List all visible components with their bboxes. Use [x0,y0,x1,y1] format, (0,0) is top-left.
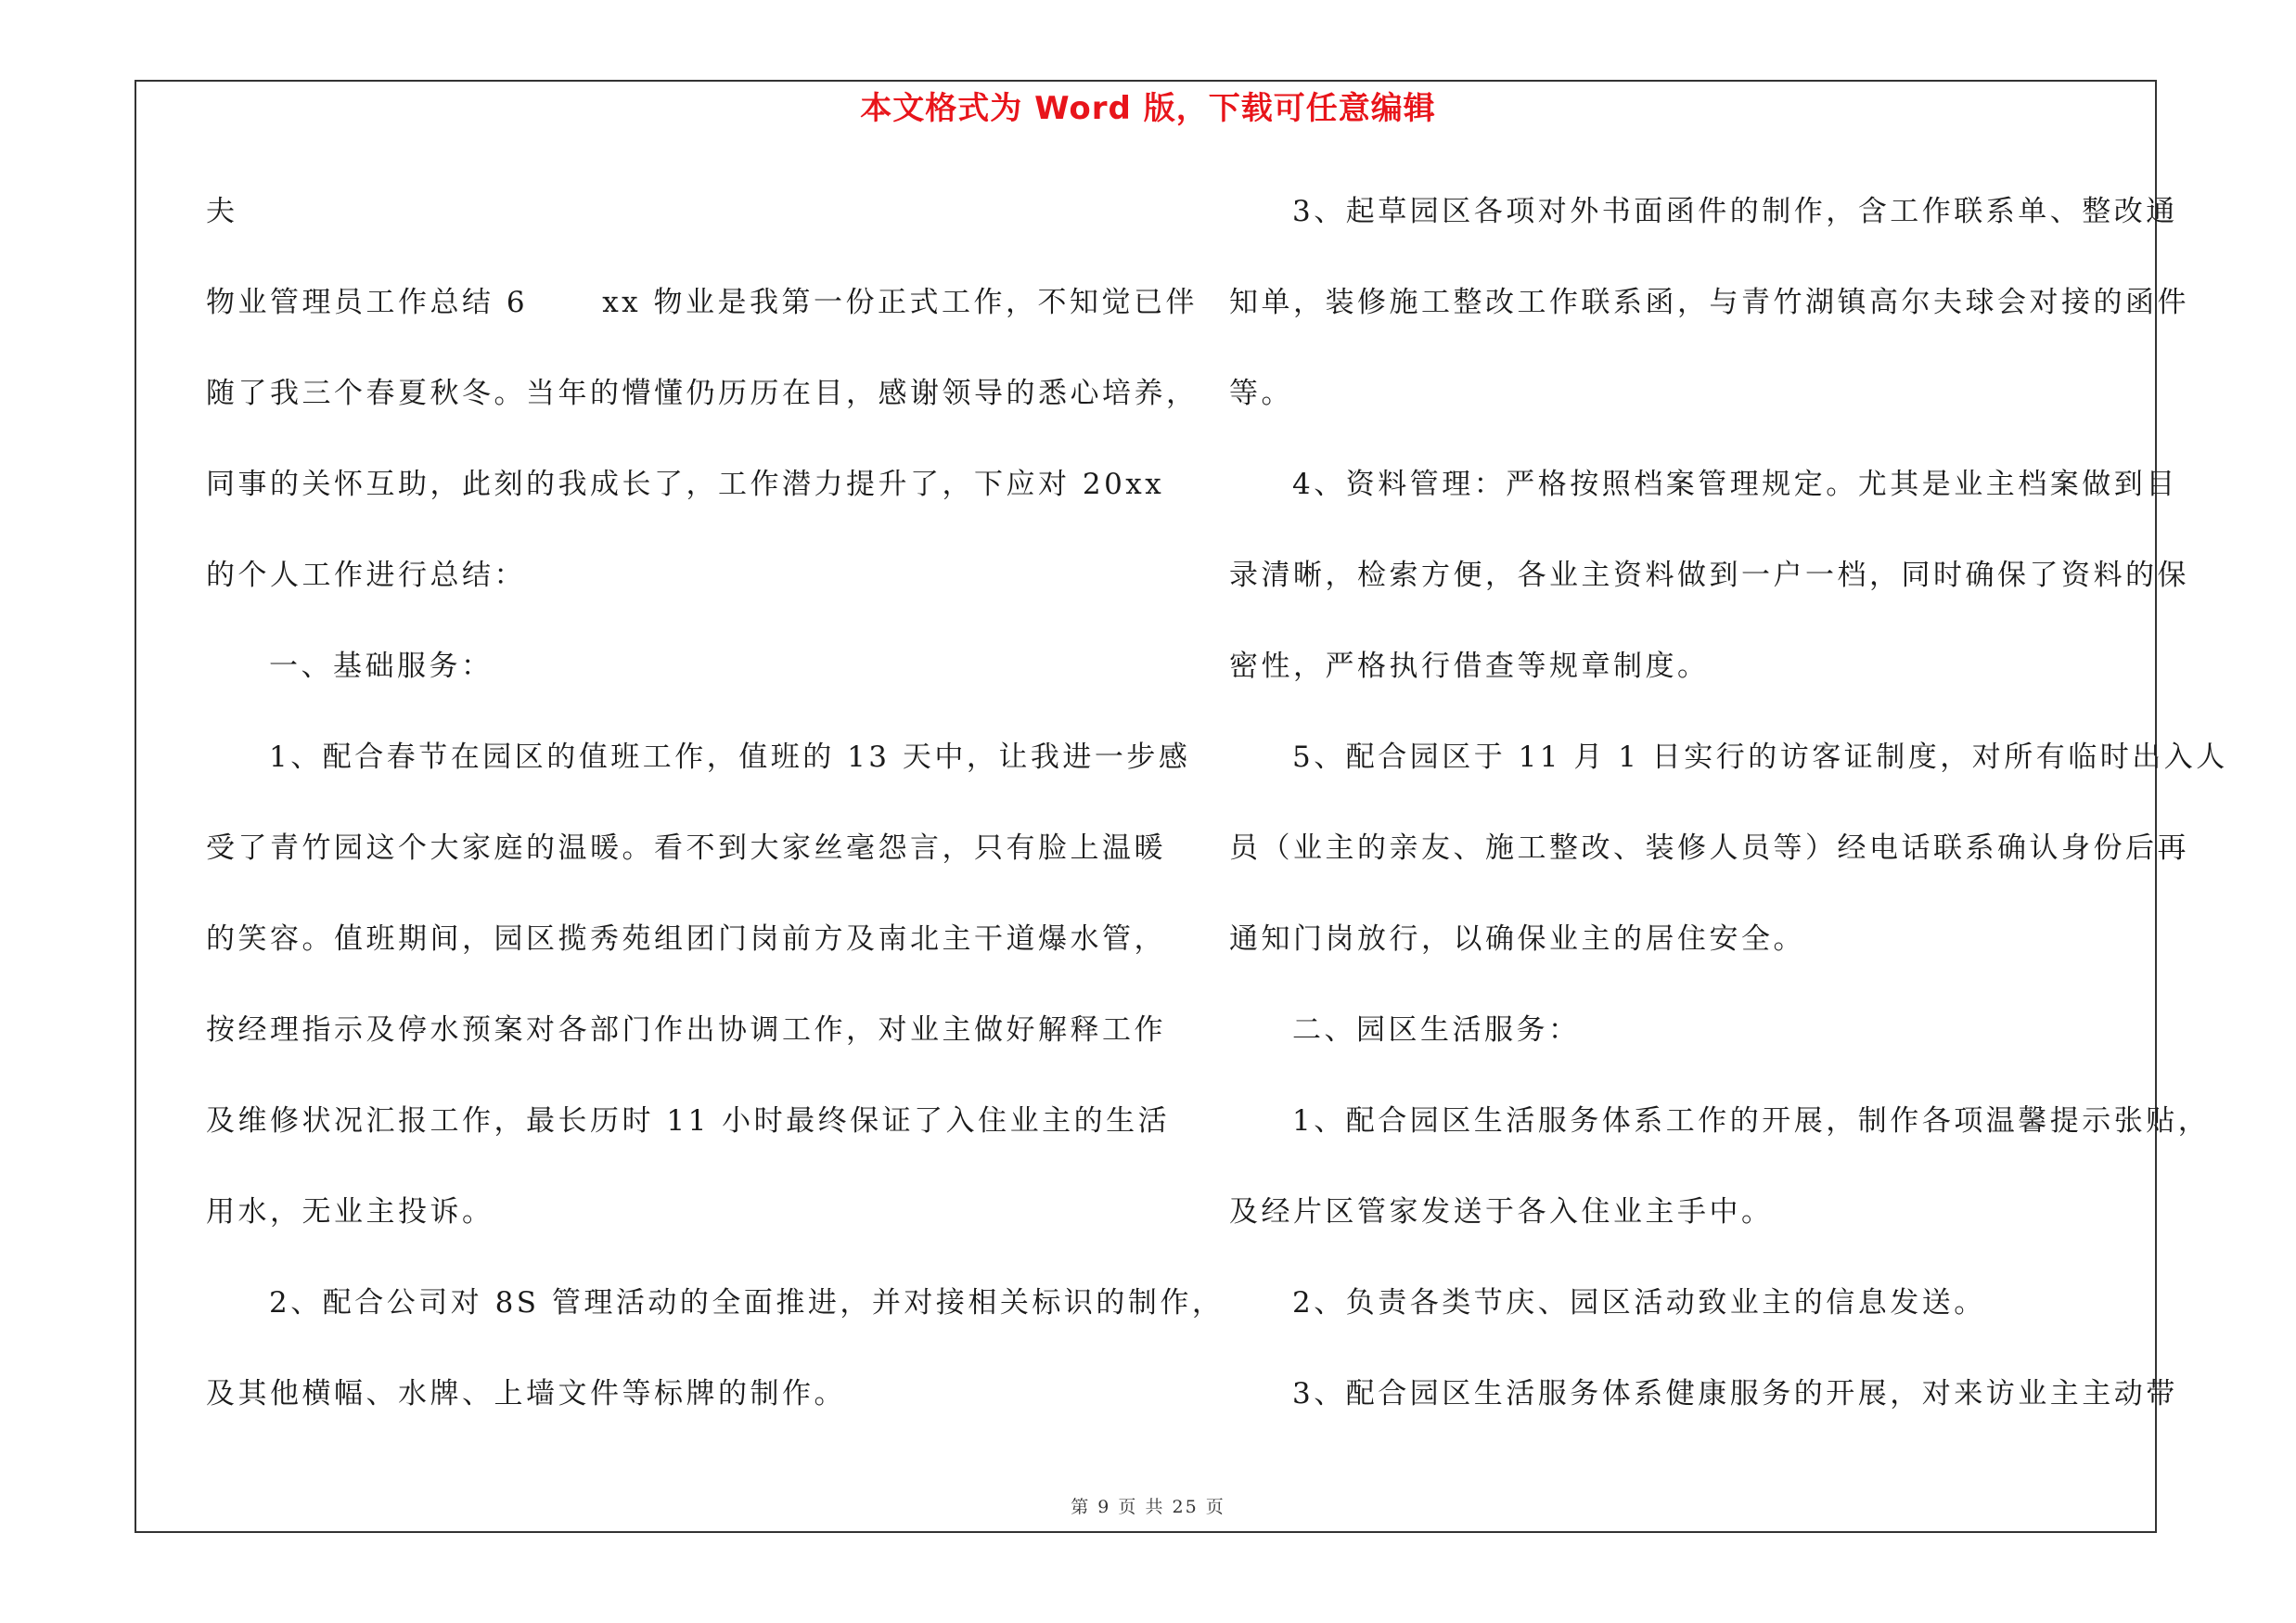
text-line: 2、负责各类节庆、园区活动致业主的信息发送。 [1292,1286,1986,1320]
text-line: 员（业主的亲友、施工整改、装修人员等）经电话联系确认身份后再 [1229,831,2189,865]
text-line: 的笑容。值班期间，园区揽秀苑组团门岗前方及南北主干道爆水管， [206,922,1166,956]
section-heading: 二、园区生活服务： [1292,1013,1581,1047]
text-line: 4、资料管理：严格按照档案管理规定。尤其是业主档案做到目 [1292,468,2178,501]
text-line: 5、配合园区于 11 月 1 日实行的访客证制度，对所有临时出入人 [1292,741,2228,774]
format-banner: 本文格式为 Word 版，下载可任意编辑 [860,90,1436,127]
text-line: 同事的关怀互助，此刻的我成长了，工作潜力提升了，下应对 20xx [206,468,1165,501]
text-line: 及经片区管家发送于各入住业主手中。 [1229,1195,1774,1229]
text-line: 2、配合公司对 8S 管理活动的全面推进，并对接相关标识的制作， [269,1286,1225,1320]
text-line: 及维修状况汇报工作，最长历时 11 小时最终保证了入住业主的生活 [206,1104,1171,1138]
text-line: 夫 [206,195,238,228]
text-line: 受了青竹园这个大家庭的温暖。看不到大家丝毫怨言，只有脸上温暖 [206,831,1166,865]
text-line: 及其他横幅、水牌、上墙文件等标牌的制作。 [206,1377,846,1410]
text-line: 物业管理员工作总结 6 xx 物业是我第一份正式工作，不知觉已伴 [206,286,1199,319]
text-line: 录清晰，检索方便，各业主资料做到一户一档，同时确保了资料的保 [1229,559,2189,592]
text-line: 用水，无业主投诉。 [206,1195,494,1229]
right-text-column [1229,186,2228,1459]
text-line: 随了我三个春夏秋冬。当年的懵懂仍历历在目，感谢领导的悉心培养， [206,377,1199,410]
page-number: 第 9 页 共 25 页 [1071,1497,1225,1517]
text-line: 1、配合春节在园区的值班工作，值班的 13 天中，让我进一步感 [269,741,1191,774]
text-line: 等。 [1229,377,1293,410]
section-heading: 一、基础服务： [269,650,494,683]
text-line: 的个人工作进行总结： [206,559,526,592]
text-line: 知单，装修施工整改工作联系函，与青竹湖镇高尔夫球会对接的函件 [1229,286,2189,319]
text-line: 按经理指示及停水预案对各部门作出协调工作，对业主做好解释工作 [206,1013,1166,1047]
text-line: 密性，严格执行借查等规章制度。 [1229,650,1710,683]
left-text-column [206,186,1225,1459]
text-line: 3、起草园区各项对外书面函件的制作，含工作联系单、整改通 [1292,195,2178,228]
text-line: 3、配合园区生活服务体系健康服务的开展，对来访业主主动带 [1292,1377,2178,1410]
text-line: 1、配合园区生活服务体系工作的开展，制作各项温馨提示张贴， [1292,1104,2211,1138]
text-line: 通知门岗放行，以确保业主的居住安全。 [1229,922,1805,956]
